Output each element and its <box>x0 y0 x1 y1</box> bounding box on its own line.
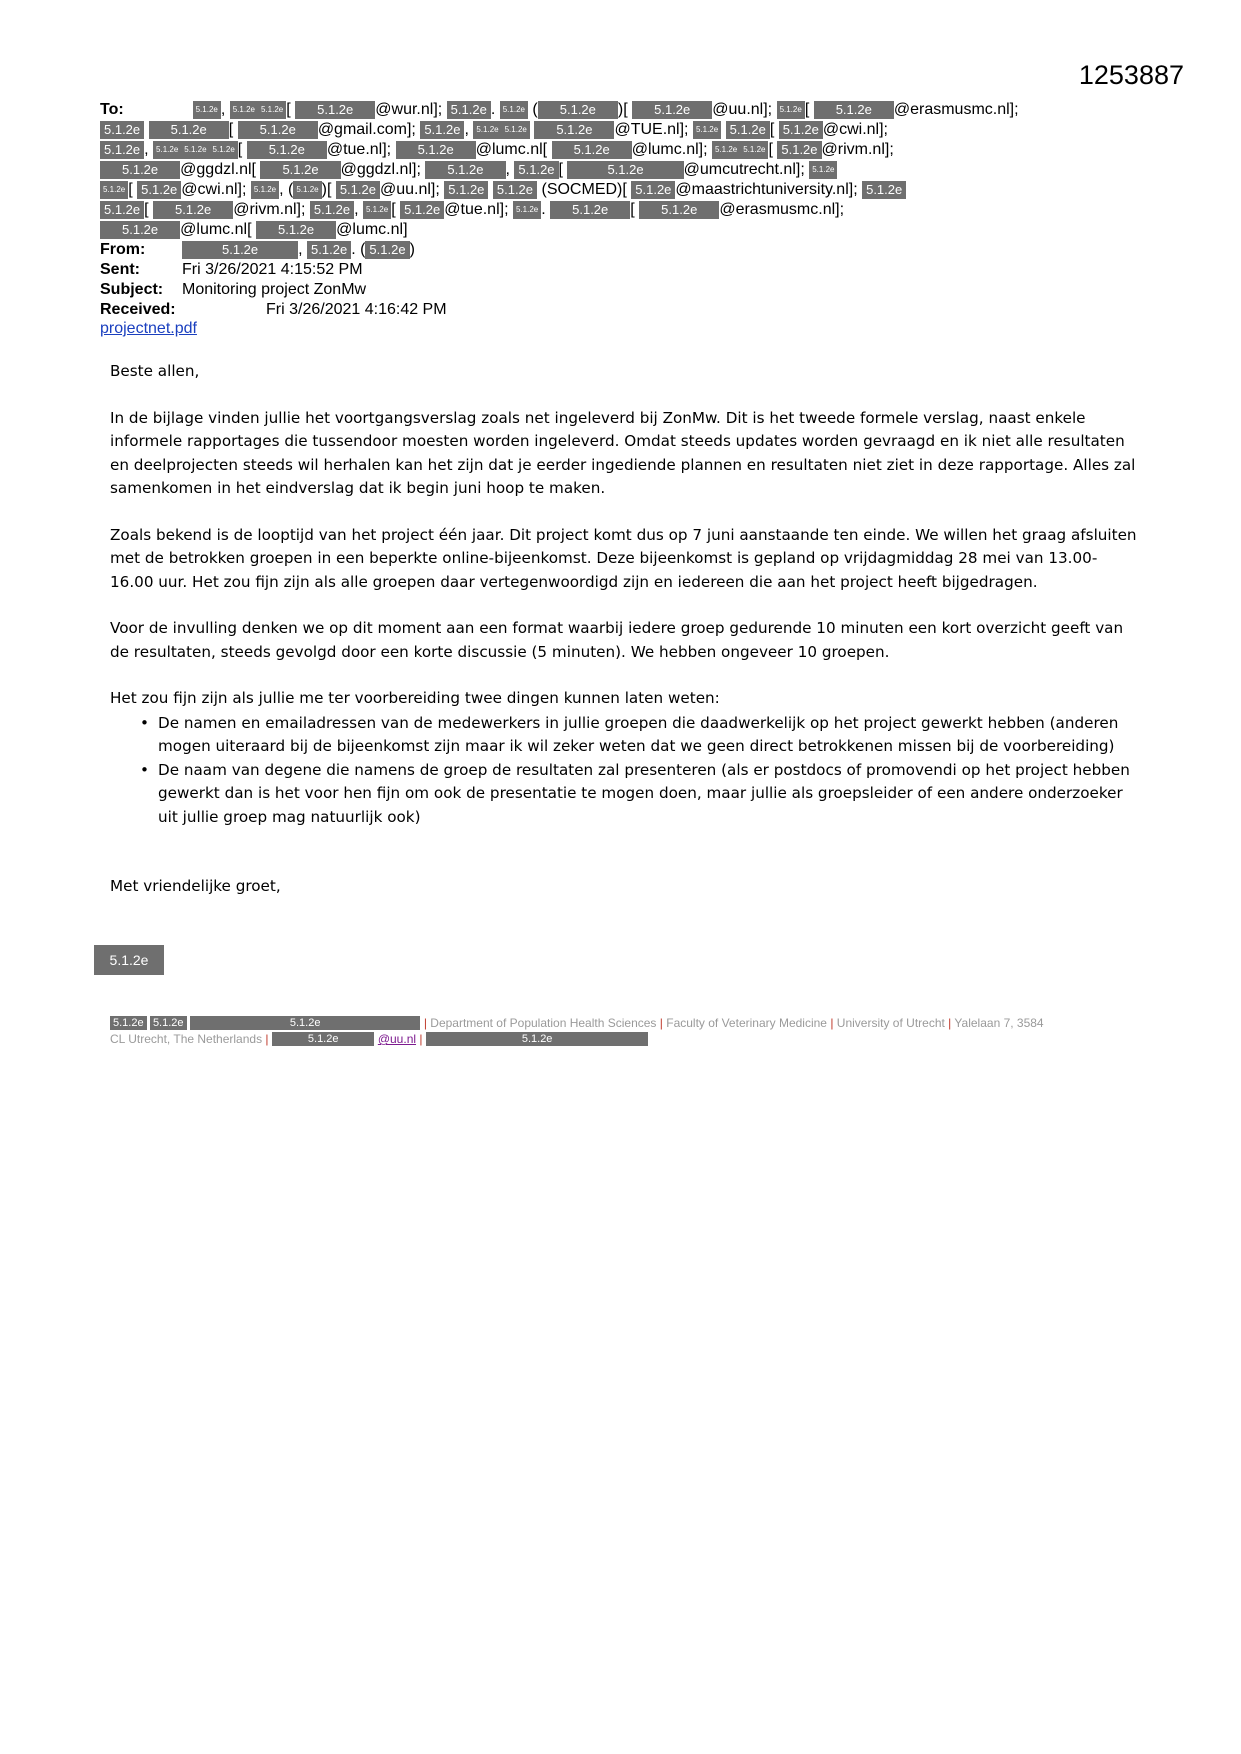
footer-department: Department of Population Health Sciences <box>430 1016 657 1030</box>
separator: | <box>830 1016 834 1030</box>
redaction: 5.1.2e <box>567 161 683 179</box>
redaction: 5.1.2e <box>149 121 229 139</box>
email-domain: @uu.nl]; <box>379 181 440 198</box>
email-domain: @umcutrecht.nl]; <box>683 161 805 178</box>
redaction: 5.1.2e <box>365 241 409 259</box>
redaction: 5.1.2e <box>712 141 740 159</box>
email-footer <box>110 1015 1130 1047</box>
redaction: 5.1.2e <box>514 161 558 179</box>
email-domain: (SOCMED)[ <box>541 181 627 198</box>
email-domain: @uu.nl]; <box>712 101 773 118</box>
redaction: 5.1.2e <box>400 201 444 219</box>
redaction: 5.1.2e <box>307 241 351 259</box>
closing: Met vriendelijke groet, <box>110 877 281 895</box>
redaction: 5.1.2e <box>100 121 144 139</box>
redaction: 5.1.2e <box>693 121 721 139</box>
greeting: Beste allen, <box>110 362 200 380</box>
redaction: 5.1.2e <box>272 1032 375 1046</box>
paragraph-1: In de bijlage vinden jullie het voortgangsverslag zoals net ingeleverd bij ZonMw. Dit is het tweede formele verslag, naast enkele informele rapportages die tussendoor moesten worden ingeleverd. Omdat steeds updates worden gevraagd en ik niet alle resultaten en deelprojecten steeds wil herhalen kan het zijn dat je eerder ingediende plannen en resultaten niet ziet in deze rapportage. Alles zal samenkomen in het eindverslag dat ik begin juni hoop te maken. <box>110 408 1136 497</box>
redaction: 5.1.2e <box>814 101 894 119</box>
redaction: 5.1.2e <box>230 101 258 119</box>
email-domain: @tue.nl]; <box>444 201 509 218</box>
redaction: 5.1.2e <box>363 201 391 219</box>
redaction: 5.1.2e <box>100 201 144 219</box>
separator: | <box>659 1016 663 1030</box>
list-item: • De namen en emailadressen van de medewerkers in jullie groepen die daadwerkelijk op het project gewerkt hebben (anderen mogen uiteraard bij de bijeenkomst zijn maar ik wil zeker weten dat we geen direct betrokkenen missen bij de voorbereiding) <box>158 712 1140 759</box>
footer-university: University of Utrecht <box>836 1016 945 1030</box>
redaction: 5.1.2e <box>295 101 375 119</box>
redaction: 5.1.2e <box>182 241 298 259</box>
redaction: 5.1.2e <box>193 101 221 119</box>
redaction: 5.1.2e <box>425 161 505 179</box>
email-domain: @ggdzl.nl[ <box>180 161 256 178</box>
footer-address-2: CL Utrecht, The Netherlands <box>110 1032 263 1046</box>
email-domain: @erasmusmc.nl]; <box>719 201 845 218</box>
redaction: 5.1.2e <box>210 141 238 159</box>
redaction: 5.1.2e <box>190 1016 421 1030</box>
subject-label: Subject: <box>100 281 164 298</box>
email-domain: @maastrichtuniversity.nl]; <box>675 181 858 198</box>
from-label: From: <box>100 241 146 258</box>
redaction: 5.1.2e <box>260 161 340 179</box>
redaction: 5.1.2e <box>538 101 618 119</box>
redaction: 5.1.2e <box>150 1016 187 1030</box>
redaction: 5.1.2e <box>100 161 180 179</box>
sent-label: Sent: <box>100 261 140 278</box>
redaction: 5.1.2e <box>632 101 712 119</box>
email-domain: @rivm.nl]; <box>821 141 894 158</box>
email-domain: @cwi.nl]; <box>822 121 888 138</box>
received-label: Received: <box>100 301 176 318</box>
list-item: • De naam van degene die namens de groep de resultaten zal presenteren (als er postdocs of promovendi op het project hebben gewerkt dan is het voor hen fijn om ook de presentatie te mogen doen, maar jullie als groepsleider of een andere onderzoeker uit jullie groep mag natuurlijk ook) <box>158 759 1140 830</box>
redaction: 5.1.2e <box>153 141 181 159</box>
paragraph-4: Het zou fijn zijn als jullie me ter voorbereiding twee dingen kunnen laten weten: <box>110 689 720 707</box>
redaction: 5.1.2e <box>550 201 630 219</box>
redaction: 5.1.2e <box>631 181 675 199</box>
redaction: 5.1.2e <box>293 181 321 199</box>
email-domain: @erasmusmc.nl]; <box>893 101 1019 118</box>
subject-value: Monitoring project ZonMw <box>182 281 367 298</box>
redaction: 5.1.2e <box>153 201 233 219</box>
redaction: 5.1.2e <box>310 201 354 219</box>
redaction: 5.1.2e <box>513 201 541 219</box>
redaction: 5.1.2e <box>500 101 528 119</box>
received-value: Fri 3/26/2021 4:16:42 PM <box>266 301 447 318</box>
email-domain: @cwi.nl]; <box>181 181 247 198</box>
redaction: 5.1.2e <box>100 221 180 239</box>
email-domain: @lumc.nl] <box>336 221 408 238</box>
redaction: 5.1.2e <box>110 1016 147 1030</box>
attachment-link[interactable]: projectnet.pdf <box>100 320 197 337</box>
email-domain: @rivm.nl]; <box>233 201 306 218</box>
redaction: 5.1.2e <box>809 161 837 179</box>
separator: | <box>265 1032 269 1046</box>
redaction: 5.1.2e <box>100 181 128 199</box>
redaction: 5.1.2e <box>862 181 906 199</box>
email-domain: @ggdzl.nl]; <box>340 161 421 178</box>
sent-value: Fri 3/26/2021 4:15:52 PM <box>182 261 363 278</box>
separator: | <box>423 1016 427 1030</box>
footer-address-1: Yalelaan 7, 3584 <box>954 1016 1044 1030</box>
email-body <box>110 360 1140 922</box>
redaction: 5.1.2e <box>258 101 286 119</box>
bullet-list <box>110 712 1140 830</box>
redaction: 5.1.2e <box>247 141 327 159</box>
footer-faculty: Faculty of Veterinary Medicine <box>666 1016 827 1030</box>
email-meta: From: 5.1.2e , 5.1.2e . ( 5.1.2e ) Sent: Fri 3/26/2021 4:15:52 PM Subject: Monitoring project ZonMw Received: Fri 3/26/2021 4:16:42 PM <box>100 241 447 318</box>
redaction: 5.1.2e <box>251 181 279 199</box>
redaction: 5.1.2e <box>779 121 823 139</box>
redaction: 5.1.2e <box>639 201 719 219</box>
redaction: 5.1.2e <box>137 181 181 199</box>
redaction: 5.1.2e <box>426 1032 649 1046</box>
email-domain: @tue.nl]; <box>326 141 392 158</box>
separator: | <box>419 1032 423 1046</box>
to-recipients: To: 5.1.2e , 5.1.2e 5.1.2e [ 5.1.2e @wur.nl]; 5.1.2e . 5.1.2e ( 5.1.2e )[ 5.1.2e @uu.nl]; 5.1.2e [ 5.1.2e @erasmusmc.nl]; 5.1.2e 5.1.2e [ 5.1.2e @gmail.com]; 5.1.2e , 5.1.2e 5.1.2e 5.1.2e @TUE.nl]; 5.1.2e 5.1.2e [ 5.1.2e @cwi.nl]; 5.1.2e , 5.1.2e 5.1.2e 5.1.2e [ 5.1.2e @tue.nl]; 5.1.2e @lumc.nl[ 5.1.2e @lumc.nl]; 5.1.2e 5.1.2e [ 5.1.2e @rivm.nl]; 5.1.2e @ggdzl.nl[ 5.1.2e @ggdzl.nl]; 5.1.2e , 5.1.2e [ 5.1.2e @umcutrecht.nl]; 5.1.2e 5.1.2e [ 5.1.2e @cwi.nl]; 5.1.2e , ( 5.1.2e )[ 5.1.2e @uu.nl]; 5.1.2e 5.1.2e (SOCMED)[ 5.1.2e @maastrichtuniversity.nl]; 5.1.2e 5.1.2e [ 5.1.2e @rivm.nl]; 5.1.2e , 5.1.2e [ 5.1.2e @tue.nl]; 5.1.2e . 5.1.2e [ 5.1.2e @erasmusmc.nl]; 5.1.2e @lumc.nl[ 5.1.2e @lumc.nl] <box>100 101 1019 238</box>
redaction: 5.1.2e <box>740 141 768 159</box>
email-domain: @lumc.nl[ <box>180 221 252 238</box>
redaction: 5.1.2e <box>336 181 380 199</box>
redaction: 5.1.2e <box>238 121 318 139</box>
footer-email-link[interactable]: @uu.nl <box>377 1032 417 1046</box>
redaction: 5.1.2e <box>777 141 821 159</box>
redaction: 5.1.2e <box>420 121 464 139</box>
redaction: 5.1.2e <box>256 221 336 239</box>
redaction: 5.1.2e <box>777 101 805 119</box>
redaction: 5.1.2e <box>726 121 770 139</box>
separator: | <box>948 1016 952 1030</box>
redaction: 5.1.2e <box>447 101 491 119</box>
email-domain: @lumc.nl]; <box>631 141 708 158</box>
email-domain: @TUE.nl]; <box>614 121 689 138</box>
signature-redaction: 5.1.2e <box>94 945 164 975</box>
redaction: 5.1.2e <box>396 141 476 159</box>
redaction: 5.1.2e <box>534 121 614 139</box>
email-domain: @lumc.nl[ <box>475 141 548 158</box>
redaction: 5.1.2e <box>552 141 632 159</box>
email-domain: @wur.nl]; <box>375 101 443 118</box>
redaction: 5.1.2e <box>473 121 501 139</box>
paragraph-3: Voor de invulling denken we op dit moment aan een format waarbij iedere groep gedurende 10 minuten een kort overzicht geeft van de resultaten, steeds gevolgd door een korte discussie (5 minuten). We hebben ongeveer 10 groepen. <box>110 619 1124 661</box>
redaction: 5.1.2e <box>181 141 209 159</box>
redaction: 5.1.2e <box>502 121 530 139</box>
document-number: 1253887 <box>1078 60 1184 90</box>
redaction: 5.1.2e <box>100 141 144 159</box>
email-domain: @gmail.com]; <box>317 121 416 138</box>
redaction: 5.1.2e <box>444 181 488 199</box>
to-label: To: <box>100 101 124 118</box>
paragraph-2: Zoals bekend is de looptijd van het project één jaar. Dit project komt dus op 7 juni aanstaande ten einde. We willen het graag afsluiten met de betrokken groepen in een beperkte online-bijeenkomst. Deze bijeenkomst is gepland op vrijdagmiddag 28 mei van 13.00-16.00 uur. Het zou fijn zijn als alle groepen daar vertegenwoordigd zijn en iedereen die aan het project heeft bijgedragen. <box>110 525 1137 591</box>
redaction: 5.1.2e <box>493 181 537 199</box>
